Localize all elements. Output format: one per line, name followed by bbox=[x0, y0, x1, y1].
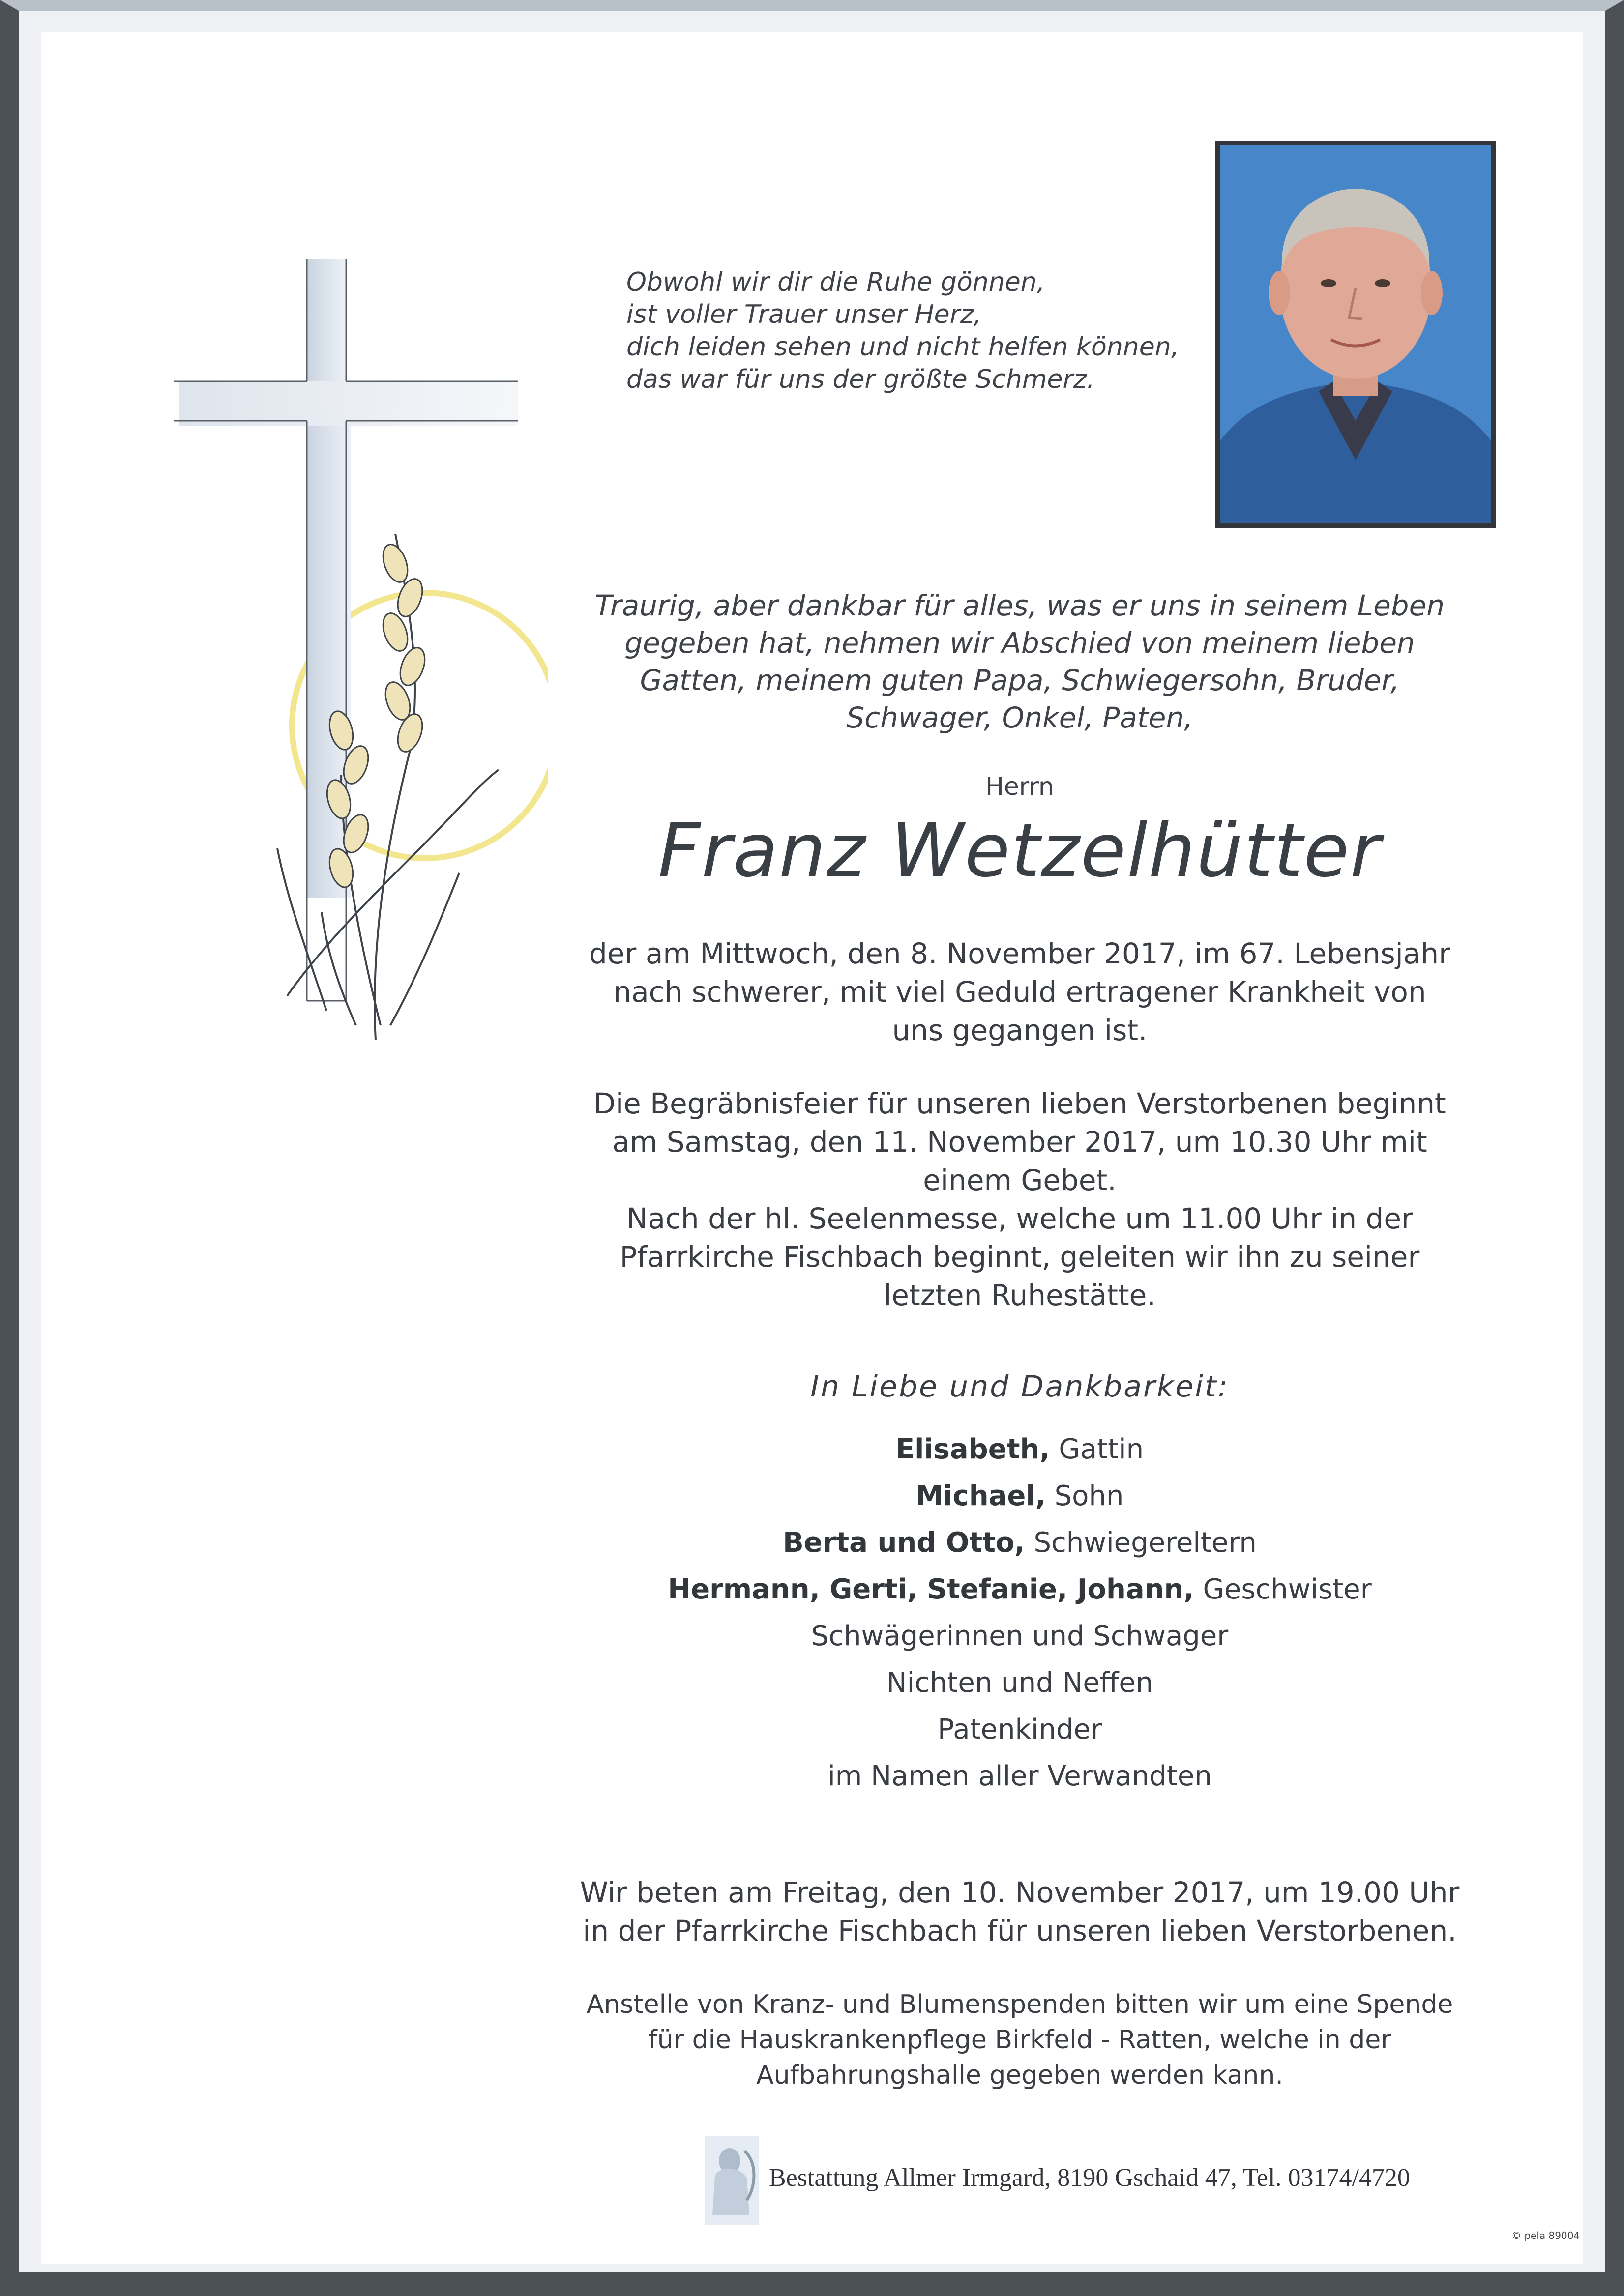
undertaker-contact: Bestattung Allmer Irmgard, 8190 Gschaid 47, Tel. 03174/4720 bbox=[769, 2164, 1410, 2192]
donation-line: für die Hauskrankenpflege Birkfeld - Ratten, welche in der bbox=[648, 2025, 1391, 2055]
intro-line: gegeben hat, nehmen wir Abschied von meinem lieben bbox=[624, 626, 1415, 660]
donation-notice bbox=[553, 1987, 1487, 2093]
mourner-relation: Schwiegereltern bbox=[1025, 1527, 1257, 1559]
deceased-name: Franz Wetzelhütter bbox=[658, 808, 1382, 894]
angel-logo-icon bbox=[700, 2131, 764, 2230]
poem-line: Obwohl wir dir die Ruhe gönnen, bbox=[626, 267, 1045, 297]
prayer-line: Wir beten am Freitag, den 10. November 2017, um 19.00 Uhr bbox=[580, 1876, 1460, 1909]
mourner-relation: Nichten und Neffen bbox=[886, 1667, 1153, 1699]
undertaker-footer bbox=[700, 2131, 1487, 2230]
mourner-entry bbox=[553, 1753, 1487, 1800]
portrait-photo bbox=[1220, 145, 1491, 523]
mourner-relation: Schwägerinnen und Schwager bbox=[811, 1620, 1229, 1652]
mourner-entry bbox=[553, 1706, 1487, 1753]
mourner-entry bbox=[553, 1473, 1487, 1519]
funeral-line: letzten Ruhestätte. bbox=[884, 1279, 1156, 1312]
funeral-notice bbox=[553, 1084, 1487, 1314]
prayer-line: in der Pfarrkirche Fischbach für unseren lieben Verstorbenen. bbox=[583, 1914, 1457, 1947]
death-line: der am Mittwoch, den 8. November 2017, im 67. Lebensjahr bbox=[589, 937, 1450, 970]
mourner-relation: Patenkinder bbox=[938, 1714, 1102, 1745]
prayer-notice bbox=[553, 1873, 1487, 1950]
mourner-relation: Gattin bbox=[1050, 1433, 1144, 1465]
obituary-page bbox=[41, 32, 1583, 2264]
funeral-line: Die Begräbnisfeier für unseren lieben Verstorbenen beginnt bbox=[593, 1087, 1446, 1120]
donation-line: Aufbahrungshalle gegeben werden kann. bbox=[756, 2061, 1283, 2090]
poem-line: das war für uns der größte Schmerz. bbox=[626, 365, 1095, 394]
mourner-entry bbox=[553, 1519, 1487, 1566]
salutation: Herrn bbox=[985, 772, 1054, 801]
death-line: nach schwerer, mit viel Geduld ertragener Krankheit von bbox=[613, 975, 1426, 1009]
mourners-heading: In Liebe und Dankbarkeit: bbox=[810, 1369, 1229, 1404]
poem-line: dich leiden sehen und nicht helfen können, bbox=[626, 332, 1180, 362]
introduction-text bbox=[553, 587, 1487, 736]
donation-line: Anstelle von Kranz- und Blumenspenden bitten wir um eine Spende bbox=[586, 1990, 1453, 2019]
mourner-names: Hermann, Gerti, Stefanie, Johann, bbox=[668, 1573, 1194, 1605]
mourners-list bbox=[553, 1426, 1487, 1800]
mourner-entry bbox=[553, 1426, 1487, 1473]
mourner-names: Michael, bbox=[915, 1480, 1046, 1512]
intro-line: Traurig, aber dankbar für alles, was er uns in seinem Leben bbox=[594, 589, 1445, 622]
mourner-relation: im Namen aller Verwandten bbox=[827, 1760, 1212, 1792]
intro-line: Gatten, meinem guten Papa, Schwiegersohn, Bruder, bbox=[640, 664, 1400, 697]
portrait-photo-frame bbox=[1215, 141, 1496, 528]
mourner-entry bbox=[553, 1566, 1487, 1613]
print-reference: © pela 89004 bbox=[1511, 2230, 1580, 2241]
mourner-entry bbox=[553, 1659, 1487, 1706]
mourner-entry bbox=[553, 1613, 1487, 1659]
death-notice bbox=[553, 934, 1487, 1049]
poem-line: ist voller Trauer unser Herz, bbox=[626, 300, 982, 329]
mourner-relation: Sohn bbox=[1045, 1480, 1124, 1512]
funeral-line: Nach der hl. Seelenmesse, welche um 11.00 Uhr in der bbox=[626, 1202, 1413, 1235]
poem bbox=[626, 266, 1180, 396]
funeral-line: am Samstag, den 11. November 2017, um 10.30 Uhr mit bbox=[612, 1125, 1427, 1159]
death-line: uns gegangen ist. bbox=[892, 1014, 1148, 1047]
mourner-relation: Geschwister bbox=[1194, 1573, 1372, 1605]
funeral-line: Pfarrkirche Fischbach beginnt, geleiten wir ihn zu seiner bbox=[620, 1240, 1420, 1274]
funeral-line: einem Gebet. bbox=[923, 1163, 1117, 1197]
intro-line: Schwager, Onkel, Paten, bbox=[846, 701, 1193, 734]
mourner-names: Elisabeth, bbox=[895, 1433, 1050, 1465]
mourner-names: Berta und Otto, bbox=[783, 1527, 1025, 1559]
cross-with-wheat-illustration bbox=[164, 259, 548, 1055]
